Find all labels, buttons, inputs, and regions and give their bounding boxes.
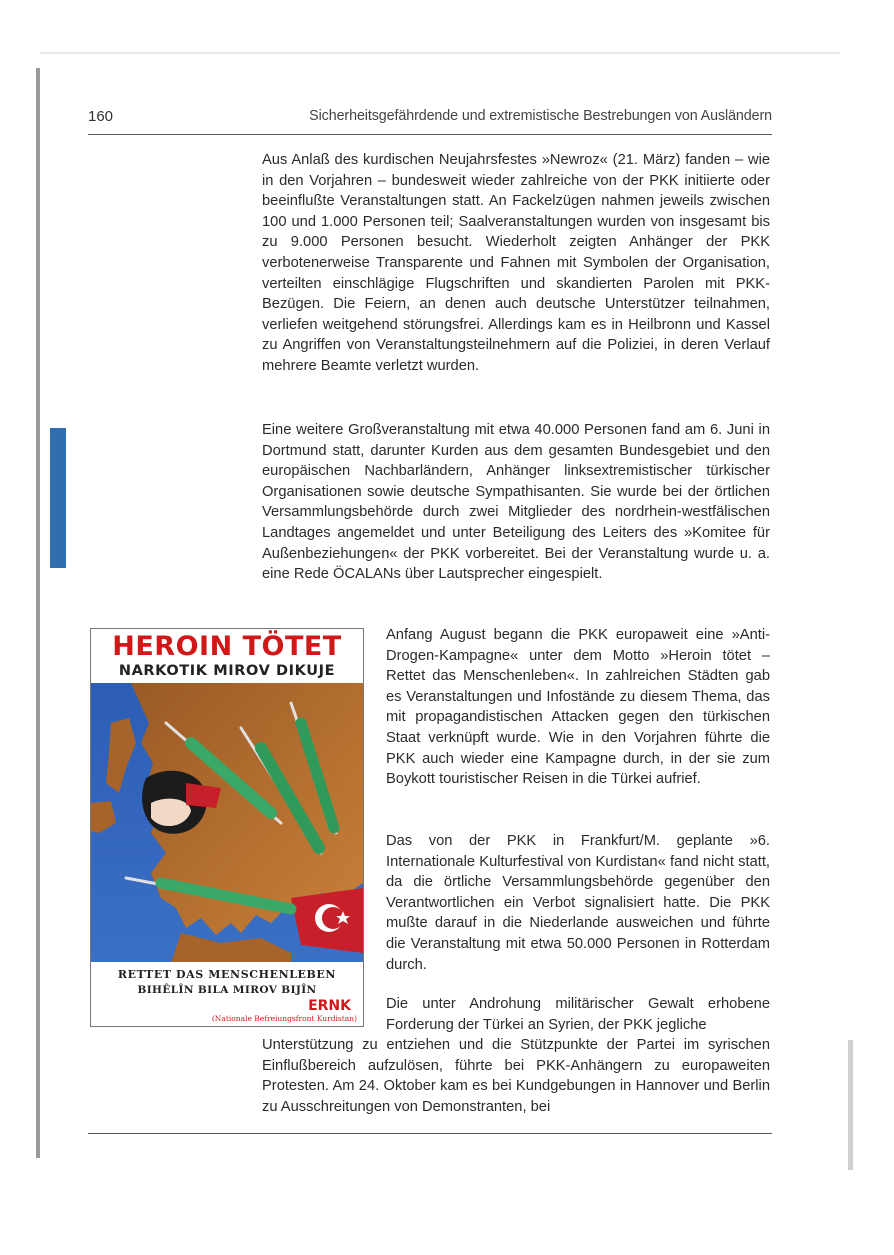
- poster-map-illustration: [91, 683, 363, 963]
- header-rule: [88, 134, 772, 135]
- paragraph-dortmund: Eine weitere Großveranstaltung mit etwa 40.000 Personen fand am 6. Juni in Dortmund statt, darunter Kurden aus dem gesamten Bundesgebiet und den europäischen Nachbarländern, Anhänger linksextremistischer türkischer Organisationen sowie deutsche Sympathisanten. Sie wurde bei der örtlichen Versammlungsbehörde durch zwei Mitglieder des nordrhein-westfälischen Landtages angemeldet und unter Beteiligung des Leiters des »Komitee für Außenbeziehungen« der PKK vorbereitet. Bei der Veranstaltung wurde u. a. eine Rede ÖCALANs über Lautsprecher eingespielt.: [262, 422, 770, 583]
- scan-edge-left: [36, 68, 40, 1158]
- poster-slogan-kurdish: BIHÊLÎN BILA MIROV BIJÎN: [137, 984, 317, 996]
- running-title: Sicherheitsgefährdende und extremistische Bestrebungen von Ausländern: [309, 108, 772, 124]
- scan-edge-right: [848, 1040, 853, 1170]
- page-number: 160: [88, 108, 114, 125]
- paragraph-culture-festival: Das von der PKK in Frankfurt/M. geplante »6. Internationale Kulturfestival von Kurdistan« fand nicht statt, da die örtliche Versammlungsbehörde gegenüber den Verantwortlichen ein Verbot signalisiert hatte. Die PKK mußte darauf in die Niederlande ausweichen und führte die Veranstaltung mit etwa 50.000 Personen in Rotterdam durch.: [386, 833, 770, 973]
- paragraph-anti-drug-campaign: Anfang August begann die PKK europaweit eine »Anti-Drogen-Kampagne« unter dem Motto »Heroin tötet – Rettet das Menschenleben«. In zahlreichen Städten gab es Veranstaltungen und Infostände zu diesem Thema, das mit propagandistischen Attacken gegen den türkischen Staat verknüpft wurde. Wie in den Vorjahren führte die PKK auch wieder eine Kampagne durch, in der sie zum Boykott touristischer Reisen in die Türkei aufrief.: [386, 627, 770, 788]
- poster-subtitle: NARKOTIK MIROV DIKUJE: [118, 663, 336, 679]
- chapter-tab-marker: [50, 428, 66, 568]
- scan-edge-top: [40, 52, 840, 54]
- poster-org-fullname: (Nationale Befreiungsfront Kurdistan): [211, 1014, 357, 1023]
- paragraph-syria-continued: Unterstützung zu entziehen und die Stützpunkte der Partei im syrischen Einflußbereich aufzulösen, führte bei PKK-Anhängern zu europaweiten Protesten. Am 24. Oktober kam es bei Kundgebungen in Hannover und Berlin zu Ausschreitungen von Demonstranten, bei: [262, 1037, 770, 1115]
- footer-rule: [88, 1133, 772, 1134]
- paragraph-newroz: Aus Anlaß des kurdischen Neujahrsfestes »Newroz« (21. März) fanden – wie in den Vorjahren – bundesweit wieder zahlreiche von der PKK initiierte oder beeinflußte Veranstaltungen statt. An Fackelzügen nahmen jeweils zwischen 100 und 1.000 Personen teil; Saalveranstaltungen wurden von insgesamt bis zu 9.000 Personen besucht. Wiederholt zeigten Anhänger der PKK verbotenerweise Transparente und Fahnen mit Symbolen der Organisation, verteilten einschlägige Flugschriften und skandierten Parolen mit PKK-Bezügen. Die Feiern, an denen auch deutsche Unterstützer teilnahmen, verliefen weitgehend störungsfrei. Allerdings kam es in Heilbronn und Kassel zu Angriffen von Veranstaltungsteilnehmern auf die Poliziei, in deren Verlauf mehrere Beamte verletzt wurden.: [262, 152, 770, 374]
- poster-slogan-german: RETTET DAS MENSCHENLEBEN: [117, 968, 337, 981]
- paragraph-syria-start: Die unter Androhung militärischer Gewalt erhobene Forderung der Türkei an Syrien, der PKK jegliche: [386, 996, 770, 1033]
- campaign-poster-image: [90, 628, 364, 1027]
- poster-title: HEROIN TÖTET: [112, 631, 342, 662]
- page-header: [88, 108, 772, 134]
- poster-org-logo: ERNK: [308, 998, 351, 1014]
- poster-caption-area: [91, 962, 363, 1026]
